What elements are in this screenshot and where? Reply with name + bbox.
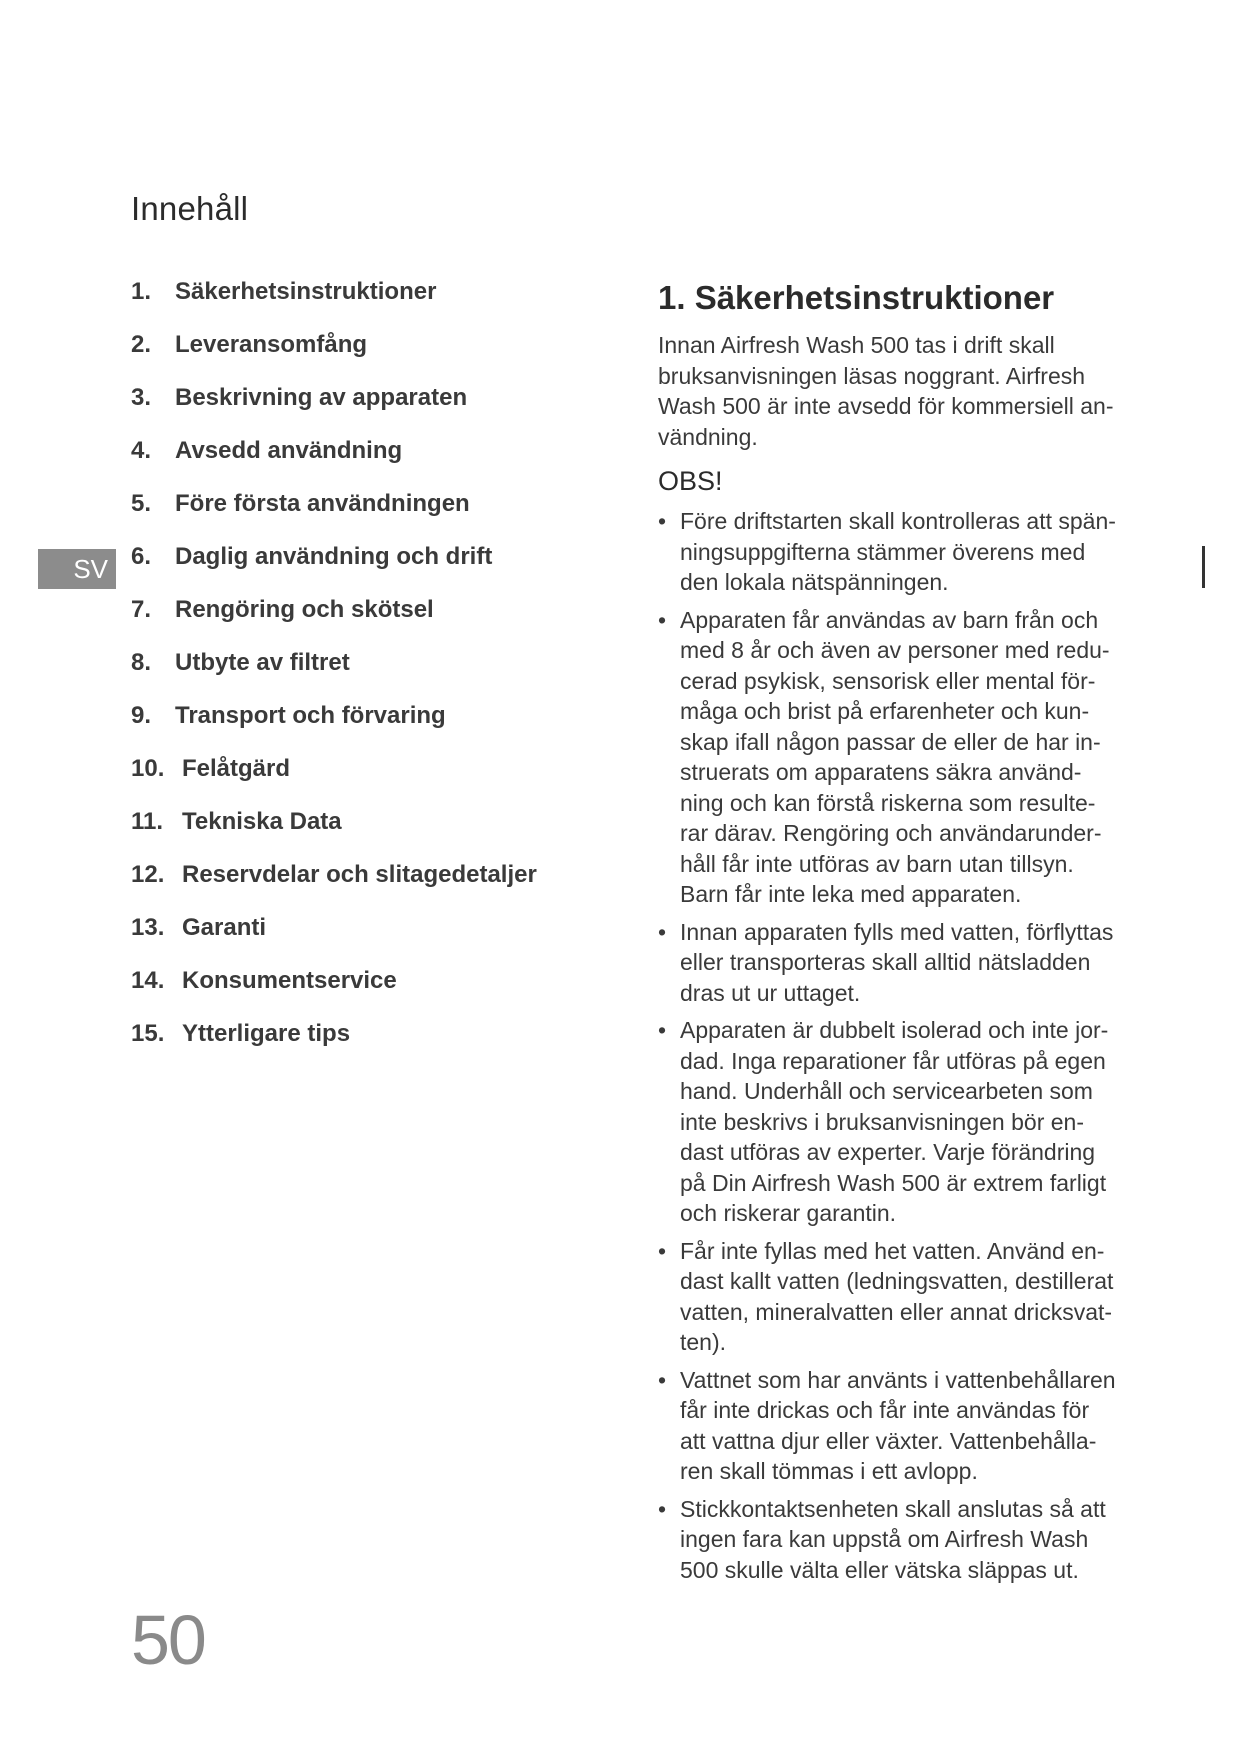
toc-item-number: 3. (131, 384, 152, 411)
toc-item-number: 12. (131, 861, 165, 888)
list-item (658, 506, 1148, 598)
toc-item-number: 15. (131, 1020, 165, 1047)
toc-item-number: 5. (131, 490, 152, 517)
toc-item (131, 808, 601, 861)
obs-heading: OBS! (658, 466, 723, 496)
bullet-icon: • (658, 606, 667, 633)
list-item (658, 605, 1148, 910)
toc-item (131, 384, 601, 437)
bullet-icon: • (658, 918, 667, 945)
page-title: Innehåll (131, 190, 249, 228)
toc-item-number: 11. (131, 808, 164, 835)
toc-item-label: Transport och förvaring (175, 702, 446, 729)
toc-item-label: Daglig användning och drift (175, 543, 493, 570)
toc-item (131, 914, 601, 967)
table-of-contents (131, 278, 601, 1073)
list-item (658, 1365, 1148, 1487)
toc-item-label: Avsedd användning (175, 437, 403, 464)
toc-item (131, 649, 601, 702)
toc-item-label: Tekniska Data (182, 808, 342, 835)
toc-item (131, 861, 601, 914)
toc-item-label: Ytterligare tips (182, 1020, 351, 1047)
toc-item (131, 278, 601, 331)
list-item (658, 1015, 1148, 1229)
toc-item (131, 331, 601, 384)
bullet-icon: • (658, 1017, 667, 1043)
toc-item (131, 437, 601, 490)
toc-item-number: 13. (131, 914, 165, 941)
toc-item-label: Reservdelar och slitagedetaljer (182, 861, 537, 888)
toc-item (131, 596, 601, 649)
toc-item-label: Garanti (182, 914, 267, 941)
toc-item-number: 10. (131, 755, 165, 782)
toc-item-label: Rengöring och skötsel (175, 596, 434, 623)
bullet-text: Får inte fyllas med het vatten. Använd en- dast kallt vatten (ledningsvatten, destillerat vatten, mineralvatten eller annat dricksvat- ten). (680, 1237, 1114, 1355)
toc-item-label: Felåtgärd (182, 755, 291, 782)
bullet-text: Före driftstarten skall kontrolleras att spän- ningsuppgifterna stämmer överens med den lokala nätspänningen. (680, 508, 1116, 595)
toc-item-label: Före första användningen (175, 490, 470, 517)
bullet-text: Stickkontaktsenheten skall anslutas så att ingen fara kan uppstå om Airfresh Wash 500 skulle välta eller vätska släppas ut. (680, 1495, 1106, 1583)
section-intro: Innan Airfresh Wash 500 tas i drift skall bruksanvisningen läsas noggrant. Airfresh Wash 500 är inte avsedd för kommersiell an- vändning. (658, 332, 1114, 450)
toc-item-label: Utbyte av filtret (175, 649, 350, 676)
toc-item-number: 9. (131, 702, 152, 729)
language-tab: SV (38, 549, 116, 589)
toc-item-number: 8. (131, 649, 152, 676)
bullet-text: Innan apparaten fylls med vatten, förflyttas eller transporteras skall alltid nätsladden dras ut ur uttaget. (680, 918, 1114, 1006)
safety-bullet-list (658, 506, 1148, 1585)
toc-item-label: Säkerhetsinstruktioner (175, 278, 437, 305)
toc-item-number: 4. (131, 437, 152, 464)
toc-item (131, 755, 601, 808)
toc-item (131, 702, 601, 755)
toc-item-number: 1. (131, 278, 152, 305)
toc-item (131, 1020, 601, 1073)
bullet-text: Vattnet som har använts i vattenbehållaren får inte drickas och får inte användas för att vattna djur eller växter. Vattenbehålla- ren skall tömmas i ett avlopp. (680, 1366, 1116, 1484)
toc-item (131, 967, 601, 1020)
toc-item (131, 490, 601, 543)
toc-item-number: 2. (131, 331, 152, 358)
toc-item (131, 543, 601, 596)
toc-item-number: 6. (131, 543, 152, 570)
list-item (658, 917, 1148, 1009)
section-title: 1. Säkerhetsinstruktioner (658, 279, 1055, 316)
list-item (658, 1494, 1148, 1586)
list-item (658, 1236, 1148, 1358)
bullet-text: Apparaten är dubbelt isolerad och inte jor- dad. Inga reparationer får utföras på egen hand. Underhåll och servicearbeten som inte beskrivs i bruksanvisningen bör en- dast utföras av experter. Varje förändring på Din Airfresh Wash 500 är extrem farligt och riskerar garantin. (680, 1017, 1109, 1226)
toc-item-label: Leveransomfång (175, 331, 368, 358)
toc-item-number: 7. (131, 596, 152, 623)
bullet-icon: • (658, 508, 667, 534)
margin-bar (1202, 546, 1205, 588)
bullet-icon: • (658, 1237, 667, 1264)
bullet-icon: • (658, 1366, 667, 1393)
bullet-icon: • (658, 1495, 667, 1522)
bullet-text: Apparaten får användas av barn från och med 8 år och även av personer med redu- cerad psykisk, sensorisk eller mental för- måga och brist på erfarenheter och kun- skap ifall någon passar de eller de har in- struerats om apparatens säkra använd- ning och kan förstå riskerna som resulte- rar därav. Rengöring och användarunder- håll får inte utföras av barn utan tillsyn. Barn får inte leka med apparaten. (680, 606, 1110, 907)
toc-item-label: Beskrivning av apparaten (175, 384, 468, 411)
safety-section (658, 280, 1148, 1592)
toc-item-label: Konsumentservice (182, 967, 397, 994)
page-number: 50 (131, 1601, 205, 1679)
toc-item-number: 14. (131, 967, 165, 994)
